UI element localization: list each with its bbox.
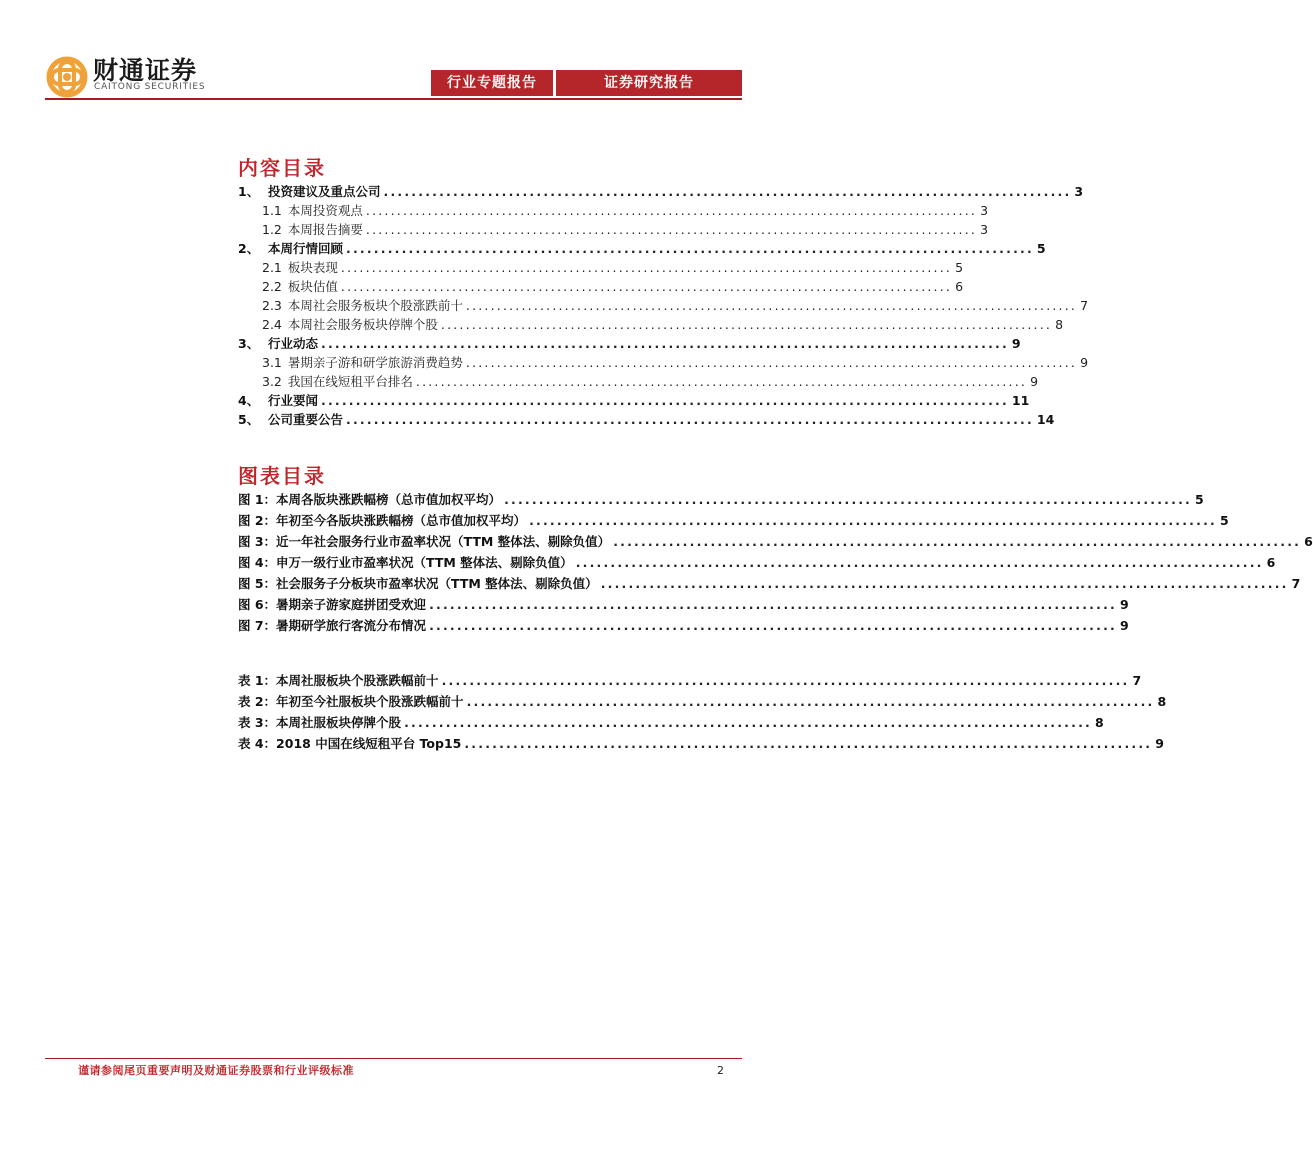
toc-entry[interactable]: 2.2 板块估值 ................................................................................................... 6 [262, 279, 964, 294]
figure-list-title: 图表目录 [238, 464, 326, 488]
toc-entry[interactable]: 4、 行业要闻 ................................................................................................... 11 [238, 393, 1030, 408]
figure-entry[interactable]: 图 5：社会服务子分板块市盈率状况（TTM 整体法、剔除负值） ................................................................................................... 7 [238, 576, 1301, 591]
footer-divider [45, 1058, 742, 1059]
figure-entry[interactable]: 图 6：暑期亲子游家庭拼团受欢迎 ................................................................................................... 9 [238, 597, 1129, 612]
footer-disclaimer: 谨请参阅尾页重要声明及财通证券股票和行业评级标准 [78, 1064, 354, 1077]
toc-entry[interactable]: 1.2 本周报告摘要 ................................................................................................... 3 [262, 222, 989, 237]
brand-name-en: CAITONG SECURITIES [94, 82, 206, 92]
caitong-logo-icon [46, 56, 88, 98]
figure-entry[interactable]: 图 2：年初至今各版块涨跌幅榜（总市值加权平均） ................................................................................................... 5 [238, 513, 1229, 528]
toc-entry[interactable]: 2.3 本周社会服务板块个股涨跌前十 ................................................................................................... 7 [262, 298, 1089, 313]
toc-entry[interactable]: 3、 行业动态 ................................................................................................... 9 [238, 336, 1021, 351]
toc-entry[interactable]: 1.1 本周投资观点 ................................................................................................... 3 [262, 203, 989, 218]
table-entry[interactable]: 表 4：2018 中国在线短租平台 Top15 ................................................................................................... 9 [238, 736, 1164, 751]
toc-title: 内容目录 [238, 156, 326, 180]
figure-entry[interactable]: 图 4：申万一级行业市盈率状况（TTM 整体法、剔除负值） ................................................................................................... 6 [238, 555, 1276, 570]
toc-entry[interactable]: 2、 本周行情回顾 ................................................................................................... 5 [238, 241, 1046, 256]
page-number: 2 [717, 1064, 724, 1077]
toc-entry[interactable]: 3.2 我国在线短租平台排名 ................................................................................................... 9 [262, 374, 1039, 389]
table-entry[interactable]: 表 1：本周社服板块个股涨跌幅前十 ................................................................................................... 7 [238, 673, 1142, 688]
table-entry[interactable]: 表 3：本周社服板块停牌个股 ................................................................................................... 8 [238, 715, 1104, 730]
figure-entry[interactable]: 图 1：本周各版块涨跌幅榜（总市值加权平均） ................................................................................................... 5 [238, 492, 1204, 507]
header-divider [45, 98, 742, 100]
figure-entry[interactable]: 图 7：暑期研学旅行客流分布情况 ................................................................................................... 9 [238, 618, 1129, 633]
table-entry[interactable]: 表 2：年初至今社服板块个股涨跌幅前十 ................................................................................................... 8 [238, 694, 1167, 709]
toc-entry[interactable]: 2.1 板块表现 ................................................................................................... 5 [262, 260, 964, 275]
toc-entry[interactable]: 5、 公司重要公告 ................................................................................................... 14 [238, 412, 1055, 427]
report-type-tab: 行业专题报告 [431, 70, 553, 96]
toc-entry[interactable]: 2.4 本周社会服务板块停牌个股 ................................................................................................... 8 [262, 317, 1064, 332]
figure-entry[interactable]: 图 3：近一年社会服务行业市盈率状况（TTM 整体法、剔除负值） ................................................................................................... 6 [238, 534, 1313, 549]
brand-name-cn: 财通证券 [93, 56, 198, 85]
research-report-tab: 证券研究报告 [556, 70, 742, 96]
toc-entry[interactable]: 3.1 暑期亲子游和研学旅游消费趋势 ................................................................................................... 9 [262, 355, 1089, 370]
toc-entry[interactable]: 1、 投资建议及重点公司 ................................................................................................... 3 [238, 184, 1084, 199]
page-header [0, 0, 827, 100]
